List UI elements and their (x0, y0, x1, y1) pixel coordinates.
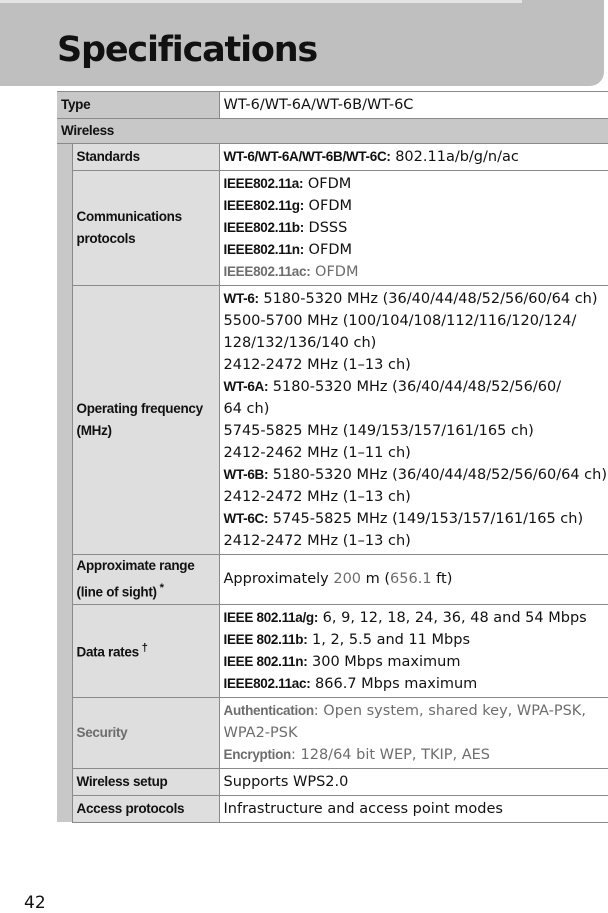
standards-value (219, 144, 608, 171)
frequency-label (72, 286, 219, 555)
security-enc-line (224, 744, 608, 766)
data-rate-value: 866.7 Mbps maximum (310, 676, 477, 692)
protocol-std: IEEE802.11b: (224, 220, 304, 235)
standards-label: Standards (72, 144, 219, 171)
protocol-value: OFDM (304, 198, 352, 214)
communications-label (72, 171, 219, 286)
protocol-std: IEEE802.11ac: (224, 264, 311, 279)
frequency-text: 5180-5320 MHz (36/40/44/48/52/56/60/64 ch) (268, 467, 607, 483)
frequency-text: 2412-2462 MHz (1–11 ch) (224, 445, 411, 461)
frequency-line (224, 332, 608, 354)
protocol-item (224, 195, 608, 217)
type-value: WT-6/WT-6A/WT-6B/WT-6C (219, 92, 608, 119)
protocol-item (224, 261, 608, 283)
wireless-section-row (57, 119, 608, 144)
communications-label-line: protocols (77, 228, 219, 250)
security-auth-label: Authentication (224, 703, 314, 718)
frequency-model: WT-6: (224, 291, 259, 306)
protocol-value: OFDM (303, 176, 351, 192)
communications-row (57, 171, 608, 286)
range-suffix: ft) (432, 571, 453, 587)
range-value (219, 555, 608, 605)
security-label: Security (72, 697, 219, 768)
data-rate-item (224, 629, 608, 651)
range-mid: m ( (361, 571, 390, 587)
frequency-line (224, 288, 608, 310)
wireless-indent-bar (57, 144, 72, 823)
range-feet: 656.1 (390, 571, 432, 587)
wireless-setup-label: Wireless setup (72, 768, 219, 795)
frequency-label-line: Operating frequency (77, 398, 219, 420)
frequency-model: WT-6C: (224, 511, 269, 526)
security-auth-value: : Open system, shared key, WPA-PSK, (314, 703, 586, 719)
standards-row (57, 144, 608, 171)
frequency-text: 2412-2472 MHz (1–13 ch) (224, 489, 411, 505)
frequency-line (224, 530, 608, 552)
protocol-value: OFDM (304, 242, 352, 258)
frequency-line (224, 398, 608, 420)
security-auth-value-cont: WPA2-PSK (224, 722, 608, 744)
standards-models: WT-6/WT-6A/WT-6B/WT-6C: (224, 149, 391, 164)
data-rate-value: 1, 2, 5.5 and 11 Mbps (307, 632, 470, 648)
frequency-model: WT-6A: (224, 379, 269, 394)
range-label-line (77, 577, 219, 604)
data-rate-item (224, 673, 608, 695)
frequency-line (224, 442, 608, 464)
security-enc-value: : 128/64 bit WEP, TKIP, AES (291, 747, 490, 763)
data-rates-row (57, 604, 608, 697)
frequency-text: 64 ch) (224, 401, 270, 417)
range-label (72, 555, 219, 605)
frequency-text: 5180-5320 MHz (36/40/44/48/52/56/60/ (268, 379, 561, 395)
frequency-line (224, 310, 608, 332)
frequency-text: 5745-5825 MHz (149/153/157/161/165 ch) (268, 511, 583, 527)
frequency-text: 5500-5700 MHz (100/104/108/112/116/120/124/ (224, 313, 577, 329)
frequency-model: WT-6B: (224, 467, 269, 482)
frequency-line (224, 420, 608, 442)
security-enc-label: Encryption (224, 747, 292, 762)
range-label-text: (line of sight) (77, 585, 157, 600)
security-value (219, 697, 608, 768)
page-number: 42 (24, 893, 46, 913)
frequency-text: 5745-5825 MHz (149/153/157/161/165 ch) (224, 423, 534, 439)
frequency-text: 5180-5320 MHz (36/40/44/48/52/56/60/64 ch) (259, 291, 598, 307)
protocol-std: IEEE802.11a: (224, 176, 304, 191)
standards-text: 802.11a/b/g/n/ac (391, 149, 519, 165)
frequency-line (224, 486, 608, 508)
frequency-label-line: (MHz) (77, 420, 219, 442)
frequency-value (219, 286, 608, 555)
header-highlight (0, 0, 522, 3)
range-footnote-marker: * (157, 582, 164, 594)
data-rate-std: IEEE 802.11a/g: (224, 610, 319, 625)
range-prefix: Approximately (224, 571, 334, 587)
type-row (57, 92, 608, 119)
wireless-setup-value: Supports WPS2.0 (219, 768, 608, 795)
access-protocols-label: Access protocols (72, 795, 219, 822)
frequency-row (57, 286, 608, 555)
access-protocols-value: Infrastructure and access point modes (219, 795, 608, 822)
range-label-line: Approximate range (77, 555, 219, 577)
data-rates-label (72, 604, 219, 697)
protocol-item (224, 217, 608, 239)
frequency-text: 2412-2472 MHz (1–13 ch) (224, 533, 411, 549)
data-rate-value: 6, 9, 12, 18, 24, 36, 48 and 54 Mbps (318, 610, 587, 626)
communications-label-line: Communications (77, 206, 219, 228)
communications-value (219, 171, 608, 286)
security-row (57, 697, 608, 768)
range-meters: 200 (333, 571, 361, 587)
frequency-text: 128/132/136/140 ch) (224, 335, 377, 351)
data-rate-value: 300 Mbps maximum (307, 654, 460, 670)
range-row (57, 555, 608, 605)
data-rate-item (224, 651, 608, 673)
data-rate-item (224, 607, 608, 629)
data-rates-value (219, 604, 608, 697)
protocol-value: DSSS (304, 220, 347, 236)
wireless-section-label: Wireless (57, 119, 608, 144)
data-rate-std: IEEE802.11ac: (224, 676, 311, 691)
security-auth-line (224, 700, 608, 722)
data-rate-std: IEEE 802.11n: (224, 654, 308, 669)
data-rates-label-text: Data rates (77, 645, 139, 660)
frequency-line (224, 464, 608, 486)
access-protocols-row (57, 795, 608, 822)
protocol-value: OFDM (310, 264, 358, 280)
page-title: Specifications (57, 30, 317, 70)
frequency-text: 2412-2472 MHz (1–13 ch) (224, 357, 411, 373)
frequency-line (224, 508, 608, 530)
type-label: Type (57, 92, 219, 119)
protocol-item (224, 239, 608, 261)
protocol-std: IEEE802.11g: (224, 198, 304, 213)
frequency-line (224, 376, 608, 398)
data-rate-std: IEEE 802.11b: (224, 632, 308, 647)
page-header (0, 0, 604, 86)
specifications-table (57, 91, 608, 823)
protocol-std: IEEE802.11n: (224, 242, 304, 257)
frequency-line (224, 354, 608, 376)
wireless-setup-row (57, 768, 608, 795)
protocol-item (224, 173, 608, 195)
data-rates-footnote-marker: † (139, 642, 148, 654)
